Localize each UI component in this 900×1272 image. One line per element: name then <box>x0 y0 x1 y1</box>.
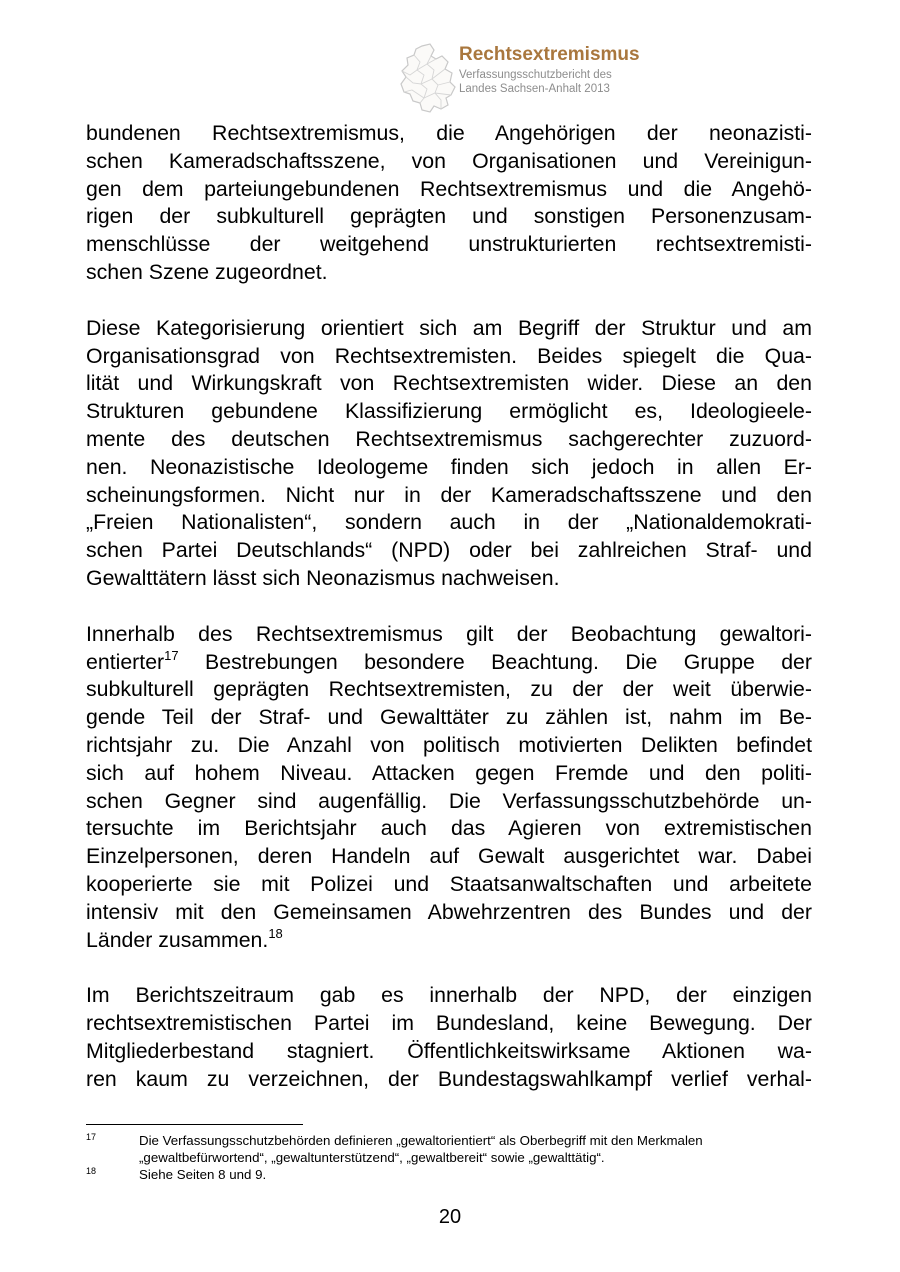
text-line: schen Kameradschaftsszene, von Organisationen und Vereinigun- <box>86 148 812 173</box>
footnote-ref-17[interactable]: 17 <box>164 647 179 663</box>
footnote-18 <box>86 1166 812 1183</box>
text-line: Innerhalb des Rechtsextremismus gilt der Beobachtung gewaltori- <box>86 621 812 646</box>
page-number: 20 <box>438 1206 462 1228</box>
text-line: gende Teil der Straf- und Gewalttäter zu zählen ist, nahm im Be- <box>86 705 812 730</box>
text-fragment: Bestrebungen besondere Beachtung. Die Gruppe der <box>178 649 812 674</box>
footnote-separator <box>86 1124 303 1125</box>
text-line: menschlüsse der weitgehend unstrukturierten rechtsextremisti- <box>86 232 812 257</box>
paragraph-1 <box>86 120 812 287</box>
text-line: intensiv mit den Gemeinsamen Abwehrzentren des Bundes und der <box>86 899 812 924</box>
text-fragment: Länder zusammen. <box>86 927 269 952</box>
text-line: schen Szene zugeordnet. <box>86 259 328 284</box>
header-title: Rechtsextremismus <box>459 44 640 65</box>
text-line: sich auf hohem Niveau. Attacken gegen Fremde und den politi- <box>86 760 812 785</box>
text-line: Im Berichtszeitraum gab es innerhalb der NPD, der einzigen <box>86 983 812 1008</box>
text-line: schen Gegner sind augenfällig. Die Verfassungsschutzbehörde un- <box>86 788 812 813</box>
text-fragment: entierter <box>86 649 165 674</box>
footnote-number: 17 <box>86 1132 97 1142</box>
text-line: Gewalttätern lässt sich Neonazismus nachweisen. <box>86 565 560 590</box>
text-line: Strukturen gebundene Klassifizierung ermöglicht es, Ideologieele- <box>86 399 812 424</box>
text-line: rechtsextremistischen Partei im Bundesland, keine Bewegung. Der <box>86 1011 812 1036</box>
text-line: gen dem parteiungebundenen Rechtsextremismus und die Angehö- <box>86 176 812 201</box>
text-line: Mitgliederbestand stagniert. Öffentlichkeitswirksame Aktionen wa- <box>86 1038 812 1063</box>
text-line: bundenen Rechtsextremismus, die Angehörigen der neonazisti- <box>86 121 812 145</box>
text-line: kooperierte sie mit Polizei und Staatsanwaltschaften und arbeitete <box>86 871 812 896</box>
footnote-number: 18 <box>86 1166 97 1176</box>
text-line: lität und Wirkungskraft von Rechtsextremisten wider. Diese an den <box>86 371 812 396</box>
body-text <box>86 120 812 1122</box>
text-line: subkulturell geprägten Rechtsextremisten, zu der der weit überwie- <box>86 677 812 702</box>
text-line-with-footnote <box>86 927 812 955</box>
text-line-with-footnote <box>86 649 812 677</box>
text-line: Organisationsgrad von Rechtsextremisten. Beides spiegelt die Qua- <box>86 343 812 368</box>
footnote-text: Siehe Seiten 8 und 9. <box>139 1167 267 1182</box>
text-line: ren kaum zu verzeichnen, der Bundestagswahlkampf verlief verhal- <box>86 1066 812 1091</box>
text-line: „Freien Nationalisten“, sondern auch in der „Nationaldemokrati- <box>86 510 812 535</box>
text-line: schen Partei Deutschlands“ (NPD) oder bei zahlreichen Straf- und <box>86 538 812 563</box>
paragraph-4 <box>86 982 812 1093</box>
footnote-text: Die Verfassungsschutzbehörden definieren „gewaltorientiert“ als Oberbegriff mit den Merkmalen <box>139 1133 703 1148</box>
text-line: richtsjahr zu. Die Anzahl von politisch motivierten Delikten befindet <box>86 732 812 757</box>
header-subtitle-line-1: Verfassungsschutzbericht des <box>459 69 612 81</box>
footnotes <box>86 1132 812 1183</box>
paragraph-3 <box>86 621 812 955</box>
paragraph-2 <box>86 315 812 593</box>
footnote-17 <box>86 1132 812 1166</box>
text-line: mente des deutschen Rechtsextremismus sachgerechter zuzuord- <box>86 426 812 451</box>
text-line: nen. Neonazistische Ideologeme finden sich jedoch in allen Er- <box>86 454 812 479</box>
text-line: rigen der subkulturell geprägten und sonstigen Personenzusam- <box>86 204 812 229</box>
text-line: Diese Kategorisierung orientiert sich am Begriff der Struktur und am <box>86 315 812 340</box>
footnote-ref-18[interactable]: 18 <box>268 925 283 941</box>
header-subtitle-line-2: Landes Sachsen-Anhalt 2013 <box>459 83 610 95</box>
text-line: scheinungsformen. Nicht nur in der Kameradschaftsszene und den <box>86 482 812 507</box>
text-line: tersuchte im Berichtsjahr auch das Agieren von extremistischen <box>86 816 812 841</box>
text-line: Einzelpersonen, deren Handeln auf Gewalt ausgerichtet war. Dabei <box>86 844 812 869</box>
page-header <box>396 42 716 114</box>
saxony-anhalt-map-icon <box>396 42 458 114</box>
footnote-text: „gewaltbefürwortend“, „gewaltunterstützend“, „gewaltbereit“ sowie „gewalttätig“. <box>139 1150 605 1165</box>
